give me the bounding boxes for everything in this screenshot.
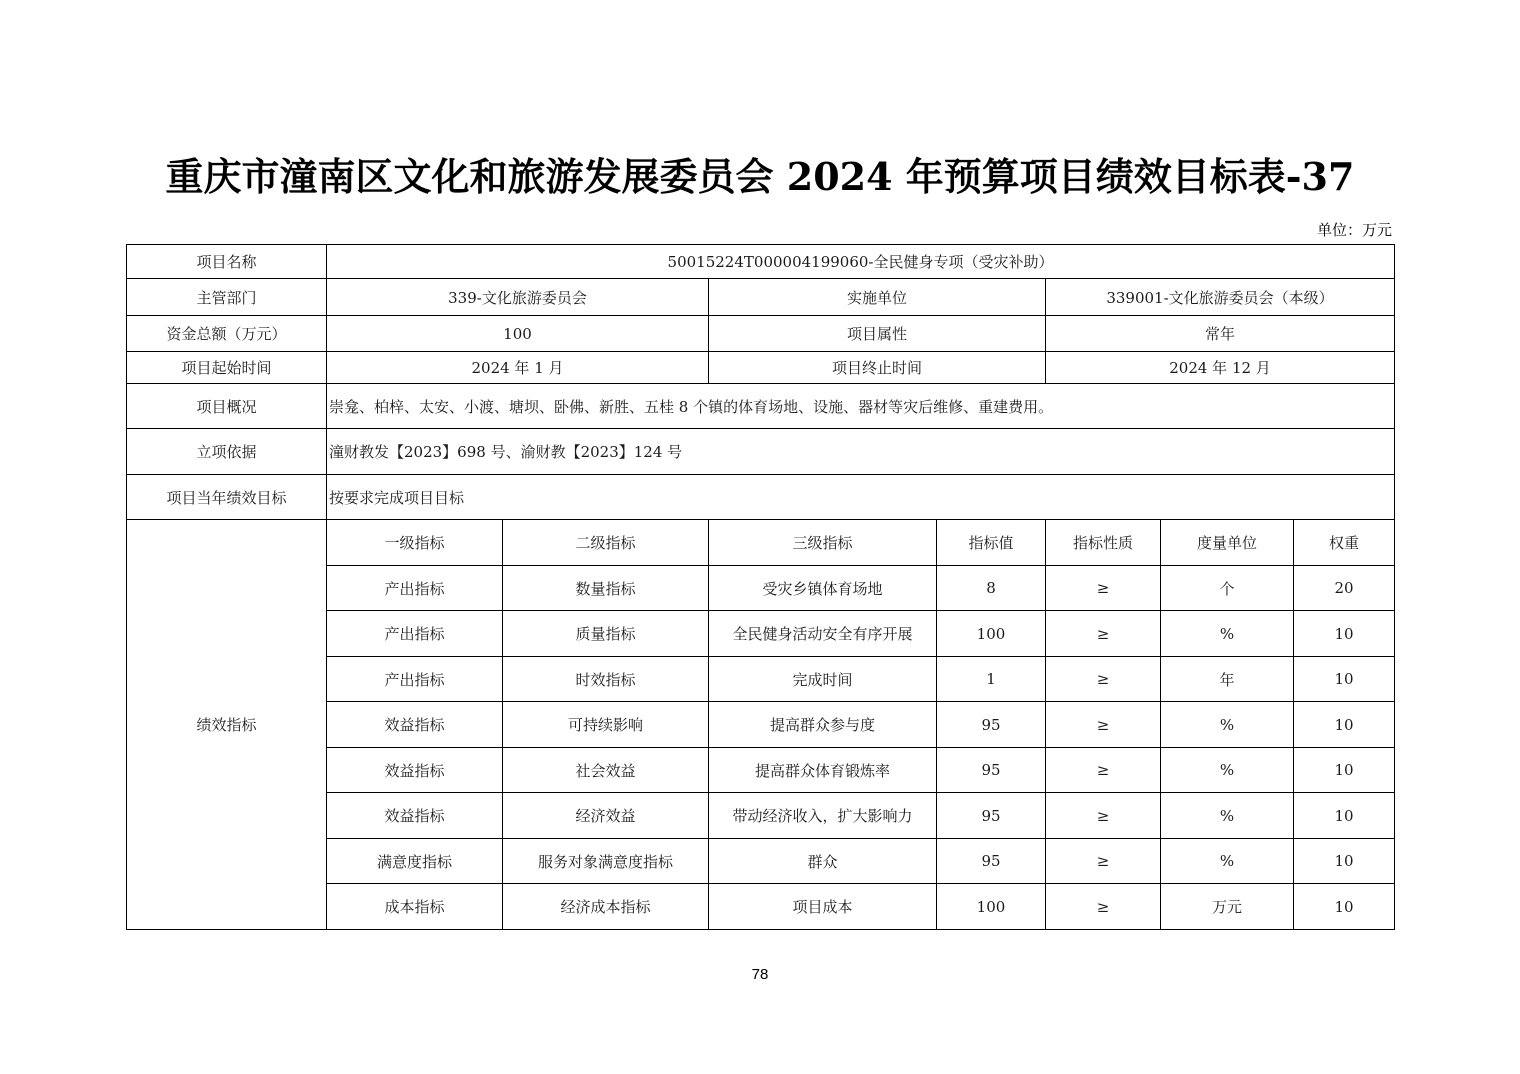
unit-cell: % — [1161, 839, 1294, 884]
unit-cell: 个 — [1161, 566, 1294, 611]
nature-cell: ≥ — [1046, 839, 1161, 884]
value-cell: 95 — [937, 839, 1046, 884]
level3-cell: 全民健身活动安全有序开展 — [709, 611, 937, 657]
unit-cell: 万元 — [1161, 884, 1294, 930]
end-label: 项目终止时间 — [709, 352, 1046, 384]
unit-cell: % — [1161, 793, 1294, 839]
level3-cell: 项目成本 — [709, 884, 937, 930]
level1-cell: 产出指标 — [327, 657, 503, 702]
end-value: 2024 年 12 月 — [1046, 352, 1395, 384]
unit-cell: % — [1161, 702, 1294, 748]
unit-cell: % — [1161, 611, 1294, 657]
weight-cell: 10 — [1294, 611, 1395, 657]
header-value: 指标值 — [937, 520, 1046, 566]
nature-cell: ≥ — [1046, 793, 1161, 839]
row-department — [127, 279, 1395, 316]
row-project-name — [127, 245, 1395, 279]
row-time — [127, 352, 1395, 384]
level2-cell: 经济效益 — [503, 793, 709, 839]
project-name-value: 50015224T000004199060-全民健身专项（受灾补助） — [327, 245, 1395, 279]
value-cell: 100 — [937, 884, 1046, 930]
value-cell: 95 — [937, 793, 1046, 839]
value-cell: 100 — [937, 611, 1046, 657]
goal-value: 按要求完成项目目标 — [327, 475, 1395, 520]
level3-cell: 提高群众体育锻炼率 — [709, 748, 937, 793]
level2-cell: 质量指标 — [503, 611, 709, 657]
row-fund — [127, 316, 1395, 352]
level2-cell: 社会效益 — [503, 748, 709, 793]
weight-cell: 10 — [1294, 748, 1395, 793]
level2-cell: 可持续影响 — [503, 702, 709, 748]
value-cell: 95 — [937, 702, 1046, 748]
header-unit: 度量单位 — [1161, 520, 1294, 566]
row-basis — [127, 429, 1395, 475]
level3-cell: 群众 — [709, 839, 937, 884]
nature-cell: ≥ — [1046, 566, 1161, 611]
value-cell: 8 — [937, 566, 1046, 611]
dept-value: 339-文化旅游委员会 — [327, 279, 709, 316]
impl-label: 实施单位 — [709, 279, 1046, 316]
header-weight: 权重 — [1294, 520, 1395, 566]
weight-cell: 20 — [1294, 566, 1395, 611]
fund-value: 100 — [327, 316, 709, 352]
value-cell: 1 — [937, 657, 1046, 702]
project-name-label: 项目名称 — [127, 245, 327, 279]
level2-cell: 经济成本指标 — [503, 884, 709, 930]
level1-cell: 产出指标 — [327, 566, 503, 611]
row-overview — [127, 384, 1395, 429]
basis-value: 潼财教发【2023】698 号、渝财教【2023】124 号 — [327, 429, 1395, 475]
level3-cell: 受灾乡镇体育场地 — [709, 566, 937, 611]
unit-cell: % — [1161, 748, 1294, 793]
performance-target-table — [126, 244, 1395, 930]
dept-label: 主管部门 — [127, 279, 327, 316]
level2-cell: 时效指标 — [503, 657, 709, 702]
indicator-section-label: 绩效指标 — [127, 520, 327, 930]
nature-cell: ≥ — [1046, 884, 1161, 930]
level1-cell: 成本指标 — [327, 884, 503, 930]
page-number: 78 — [751, 966, 769, 983]
value-cell: 95 — [937, 748, 1046, 793]
nature-cell: ≥ — [1046, 657, 1161, 702]
nature-cell: ≥ — [1046, 702, 1161, 748]
attr-value: 常年 — [1046, 316, 1395, 352]
level3-cell: 提高群众参与度 — [709, 702, 937, 748]
header-level1: 一级指标 — [327, 520, 503, 566]
goal-label: 项目当年绩效目标 — [127, 475, 327, 520]
level1-cell: 满意度指标 — [327, 839, 503, 884]
overview-label: 项目概况 — [127, 384, 327, 429]
level1-cell: 效益指标 — [327, 793, 503, 839]
fund-label: 资金总额（万元） — [127, 316, 327, 352]
level1-cell: 效益指标 — [327, 702, 503, 748]
page-title: 重庆市潼南区文化和旅游发展委员会 2024 年预算项目绩效目标表-37 — [165, 154, 1355, 199]
start-label: 项目起始时间 — [127, 352, 327, 384]
weight-cell: 10 — [1294, 884, 1395, 930]
basis-label: 立项依据 — [127, 429, 327, 475]
indicator-header-row — [127, 520, 1395, 566]
nature-cell: ≥ — [1046, 611, 1161, 657]
attr-label: 项目属性 — [709, 316, 1046, 352]
start-value: 2024 年 1 月 — [327, 352, 709, 384]
weight-cell: 10 — [1294, 657, 1395, 702]
weight-cell: 10 — [1294, 793, 1395, 839]
impl-value: 339001-文化旅游委员会（本级） — [1046, 279, 1395, 316]
level2-cell: 服务对象满意度指标 — [503, 839, 709, 884]
header-nature: 指标性质 — [1046, 520, 1161, 566]
unit-cell: 年 — [1161, 657, 1294, 702]
header-level2: 二级指标 — [503, 520, 709, 566]
level3-cell: 带动经济收入，扩大影响力 — [709, 793, 937, 839]
level1-cell: 效益指标 — [327, 748, 503, 793]
weight-cell: 10 — [1294, 839, 1395, 884]
nature-cell: ≥ — [1046, 748, 1161, 793]
header-level3: 三级指标 — [709, 520, 937, 566]
row-goal — [127, 475, 1395, 520]
weight-cell: 10 — [1294, 702, 1395, 748]
level2-cell: 数量指标 — [503, 566, 709, 611]
level3-cell: 完成时间 — [709, 657, 937, 702]
level1-cell: 产出指标 — [327, 611, 503, 657]
unit-label: 单位：万元 — [1316, 221, 1392, 239]
overview-value: 崇龛、柏梓、太安、小渡、塘坝、卧佛、新胜、五桂 8 个镇的体育场地、设施、器材等灾后维修、重建费用。 — [327, 384, 1395, 429]
